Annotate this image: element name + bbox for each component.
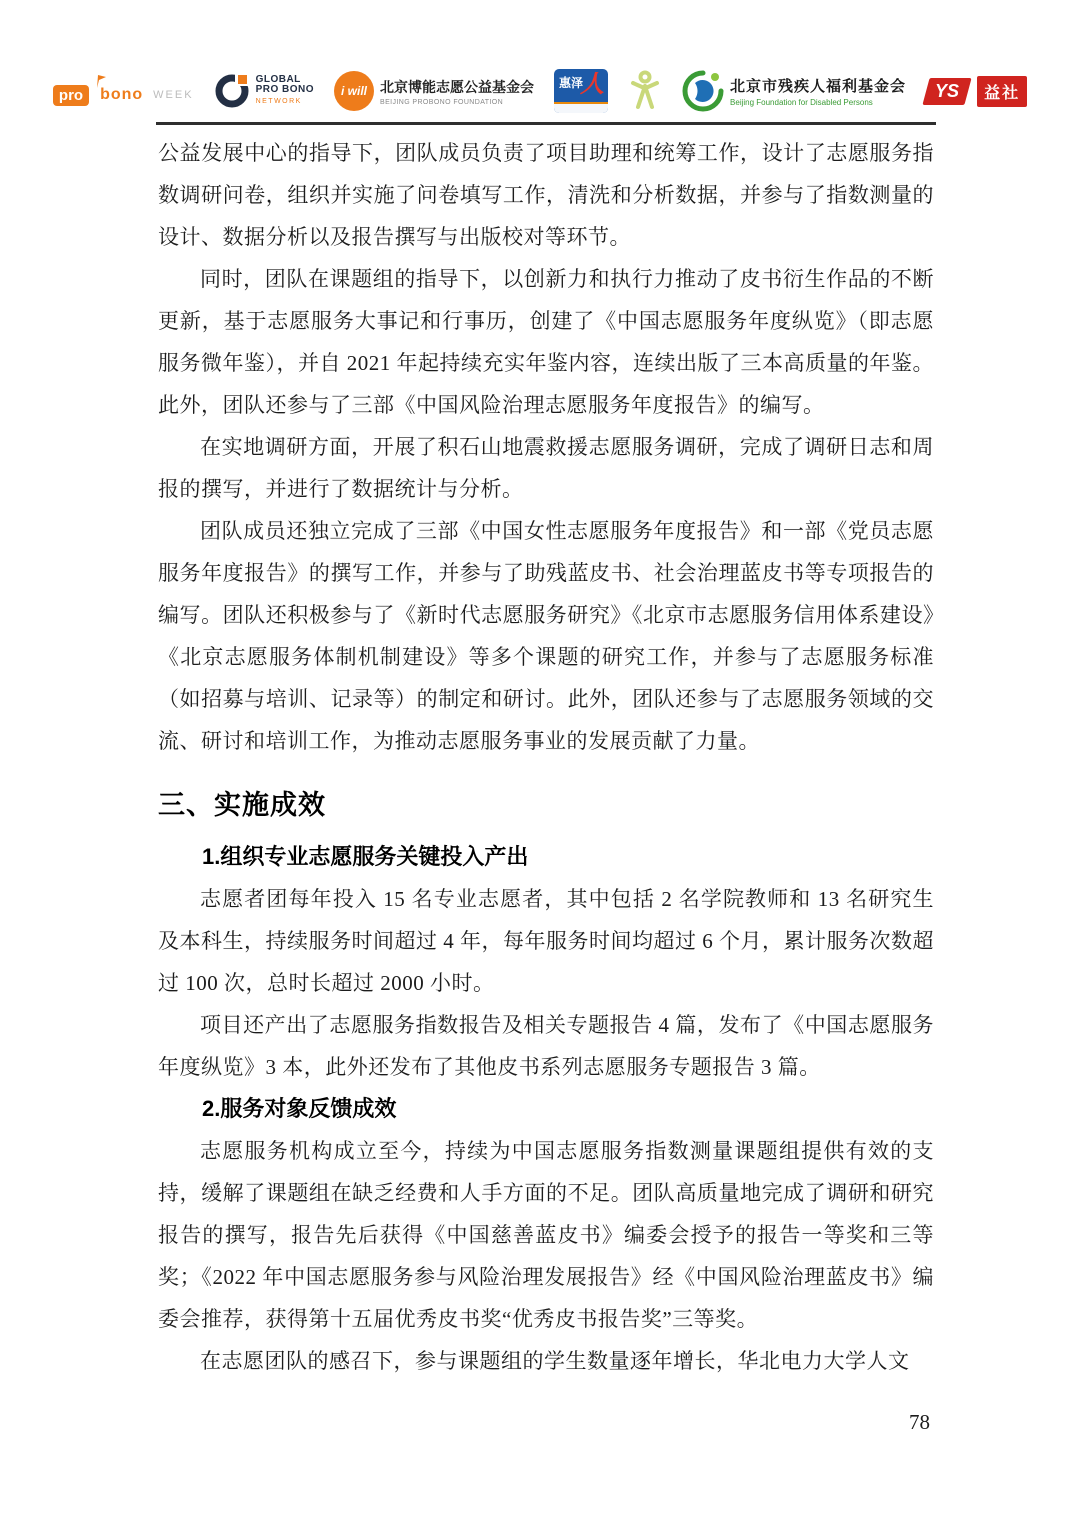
network-text: NETWORK <box>255 98 302 105</box>
disabled-foundation-en: Beijing Foundation for Disabled Persons <box>730 98 873 107</box>
subsection-heading-2: 2.服务对象反馈成效 <box>202 1096 397 1121</box>
bono-text: bono <box>100 86 144 103</box>
huizeren-cn: 惠泽 <box>559 76 584 90</box>
swirl-globe-icon <box>682 70 724 112</box>
i-will-badge-icon: i will <box>334 71 374 111</box>
global-text: GLOBAL <box>255 74 301 85</box>
huizeren-ren: 人 <box>580 71 605 98</box>
body-paragraph: 团队成员还独立完成了三部《中国女性志愿服务年度报告》和一部《党员志愿服务年度报告》的撰写工作，并参与了助残蓝皮书、社会治理蓝皮书等专项报告的编写。团队还积极参与了《新时代志愿服务研究》《北京市志愿服务信用体系建设》《北京志愿服务体制机制建设》等多个课题的研究工作，并参与了志愿服务标准（如招募与培训、记录等）的制定和研讨。此外，团队还参与了志愿服务领域的交流、研讨和培训工作，为推动志愿服务事业的发展贡献了力量。 <box>158 519 934 753</box>
body-paragraph: 在实地调研方面，开展了积石山地震救援志愿服务调研，完成了调研日志和周报的撰写，并进行了数据统计与分析。 <box>158 435 934 501</box>
green-figure-logo <box>628 69 662 113</box>
pro-bono-text: PRO BONO <box>255 84 315 95</box>
yishe-text: 益社 <box>977 76 1027 107</box>
ys-yishe-logo <box>926 76 1027 107</box>
header-logo-strip <box>0 62 1080 120</box>
subsection-heading-1: 1.组织专业志愿服务关键投入产出 <box>202 844 529 869</box>
c-ring-icon <box>214 73 250 109</box>
body-paragraph: 在志愿团队的感召下，参与课题组的学生数量逐年增长，华北电力大学人文 <box>200 1349 910 1373</box>
huizeren-badge-icon <box>554 69 608 113</box>
body-paragraph: 志愿者团每年投入 15 名专业志愿者，其中包括 2 名学院教师和 13 名研究生及本科生，持续服务时间超过 4 年，每年服务时间均超过 6 个月，累计服务次数超过 100 次，总时长超过 2000 小时。 <box>158 887 934 995</box>
pro-badge: pro <box>53 85 89 106</box>
person-figure-icon <box>628 69 662 113</box>
beijing-disabled-persons-foundation-logo <box>682 70 906 112</box>
section-heading: 三、实施成效 <box>158 790 326 820</box>
week-text: WEEK <box>153 89 194 101</box>
body-paragraph: 公益发展中心的指导下，团队成员负责了项目助理和统筹工作，设计了志愿服务指数调研问卷，组织并实施了问卷填写工作，清洗和分析数据，并参与了指数测量的设计、数据分析以及报告撰写与出版校对等环节。 <box>158 141 934 249</box>
flag-icon <box>93 73 109 89</box>
global-pro-bono-network-logo <box>214 73 314 109</box>
document-body <box>158 132 934 1382</box>
pro-bono-week-logo <box>53 77 194 106</box>
header-divider <box>156 122 936 125</box>
foundation-name-cn: 北京博能志愿公益基金会 <box>380 78 535 95</box>
body-paragraph: 同时，团队在课题组的指导下，以创新力和执行力推动了皮书衍生作品的不断更新，基于志愿服务大事记和行事历，创建了《中国志愿服务年度纵览》（即志愿服务微年鉴），并自 2021 年起持续充实年鉴内容，连续出版了三本高质量的年鉴。此外，团队还参与了三部《中国风险治理志愿服务年度报告》的编写。 <box>158 267 934 417</box>
ys-badge-icon: YS <box>922 78 971 105</box>
beijing-probono-foundation-logo <box>334 71 534 111</box>
foundation-name-en: BEIJING PROBONO FOUNDATION <box>380 98 504 106</box>
huizeren-logo <box>554 69 608 113</box>
page-number: 78 <box>909 1410 930 1434</box>
body-paragraph: 志愿服务机构成立至今，持续为中国志愿服务指数测量课题组提供有效的支持，缓解了课题组在缺乏经费和人手方面的不足。团队高质量地完成了调研和研究报告的撰写，报告先后获得《中国慈善蓝皮书》编委会授予的报告一等奖和三等奖；《2022 年中国志愿服务参与风险治理发展报告》经《中国风险治理蓝皮书》编委会推荐，获得第十五届优秀皮书奖“优秀皮书报告奖”三等奖。 <box>158 1139 934 1331</box>
disabled-foundation-cn: 北京市残疾人福利基金会 <box>730 78 907 95</box>
huizeren-strip <box>554 102 608 113</box>
body-paragraph: 项目还产出了志愿服务指数报告及相关专题报告 4 篇，发布了《中国志愿服务年度纵览》3 本，此外还发布了其他皮书系列志愿服务专题报告 3 篇。 <box>158 1013 934 1079</box>
